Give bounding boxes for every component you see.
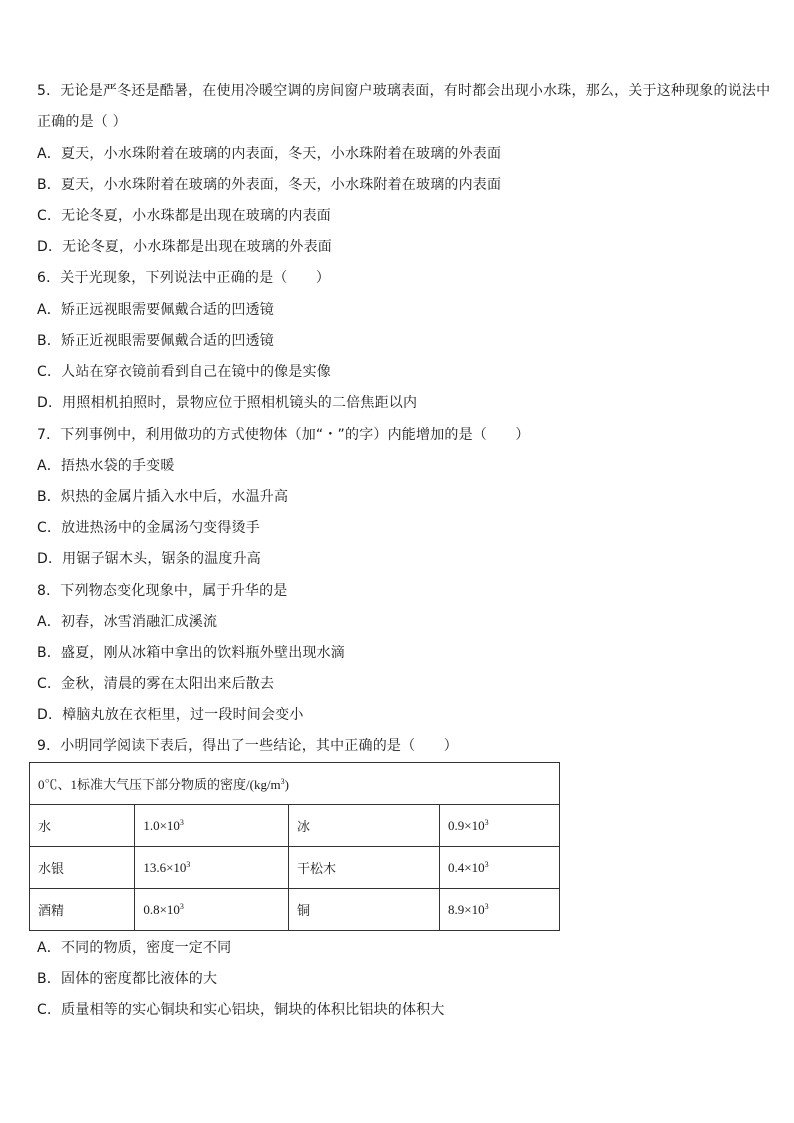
q7-option-c: C．放进热汤中的金属汤勺变得烫手 bbox=[37, 520, 260, 536]
table-row bbox=[30, 889, 560, 931]
q6-stem: 6．关于光现象，下列说法中正确的是（ ） bbox=[37, 270, 331, 286]
q5-option-c: C．无论冬夏，小水珠都是出现在玻璃的内表面 bbox=[37, 208, 331, 224]
substance-name: 水 bbox=[30, 805, 135, 847]
q7-stem: 7．下列事例中，利用做功的方式使物体（加“・”的字）内能增加的是（ ） bbox=[37, 427, 530, 443]
q6-option-d: D．用照相机拍照时，景物应位于照相机镜头的二倍焦距以内 bbox=[37, 395, 418, 411]
density-value: $13.6\times 10^3$ bbox=[135, 847, 289, 889]
substance-name: 水银 bbox=[30, 847, 135, 889]
q9-stem: 9．小明同学阅读下表后，得出了一些结论，其中正确的是（ ） bbox=[37, 738, 458, 754]
q9-option-a: A．不同的物质，密度一定不同 bbox=[37, 940, 232, 956]
substance-name: 冰 bbox=[288, 805, 439, 847]
density-value: $8.9\times 10^3$ bbox=[440, 889, 560, 931]
q7-option-b: B．炽热的金属片插入水中后，水温升高 bbox=[37, 489, 289, 505]
q7-option-a: A．捂热水袋的手变暖 bbox=[37, 458, 175, 474]
q6-option-c: C．人站在穿衣镜前看到自己在镜中的像是实像 bbox=[37, 364, 331, 380]
q5-option-b: B．夏天，小水珠附着在玻璃的外表面，冬天，小水珠附着在玻璃的内表面 bbox=[37, 177, 502, 193]
density-value: $1.0\times 10^3$ bbox=[135, 805, 289, 847]
substance-name: 铜 bbox=[288, 889, 439, 931]
table-title-row bbox=[30, 763, 560, 805]
q8-option-d: D．樟脑丸放在衣柜里，过一段时间会变小 bbox=[37, 707, 304, 723]
q6-option-b: B．矫正近视眼需要佩戴合适的凹透镜 bbox=[37, 333, 275, 349]
density-value: $0.4\times 10^3$ bbox=[440, 847, 560, 889]
q5-option-d: D．无论冬夏，小水珠都是出现在玻璃的外表面 bbox=[37, 239, 332, 255]
substance-name: 酒精 bbox=[30, 889, 135, 931]
q6-option-a: A．矫正远视眼需要佩戴合适的凹透镜 bbox=[37, 302, 274, 318]
table-row bbox=[30, 847, 560, 889]
q8-option-c: C．金秋，清晨的雾在太阳出来后散去 bbox=[37, 676, 275, 692]
q9-option-b: B．固体的密度都比液体的大 bbox=[37, 971, 218, 987]
table-title: 0℃、1标准大气压下部分物质的密度$/(kg/m^3)$ bbox=[30, 763, 560, 805]
q7-option-d: D．用锯子锯木头，锯条的温度升高 bbox=[37, 551, 261, 567]
table-row bbox=[30, 805, 560, 847]
q5-stem-line2: 正确的是（ ） bbox=[37, 114, 127, 130]
density-table bbox=[29, 762, 560, 931]
q5-stem-line1: 5．无论是严冬还是酷暑，在使用冷暖空调的房间窗户玻璃表面，有时都会出现小水珠，那么，关于这种现象的说法中 bbox=[37, 83, 771, 99]
q8-option-a: A．初春，冰雪消融汇成溪流 bbox=[37, 614, 218, 630]
density-value: $0.8\times 10^3$ bbox=[135, 889, 289, 931]
substance-name: 干松木 bbox=[288, 847, 439, 889]
q8-stem: 8．下列物态变化现象中，属于升华的是 bbox=[37, 583, 288, 599]
q9-option-c: C．质量相等的实心铜块和实心铝块，铜块的体积比铝块的体积大 bbox=[37, 1002, 445, 1018]
q8-option-b: B．盛夏，刚从冰箱中拿出的饮料瓶外壁出现水滴 bbox=[37, 645, 346, 661]
density-value: $0.9\times 10^3$ bbox=[440, 805, 560, 847]
q5-option-a: A．夏天，小水珠附着在玻璃的内表面，冬天，小水珠附着在玻璃的外表面 bbox=[37, 146, 502, 162]
